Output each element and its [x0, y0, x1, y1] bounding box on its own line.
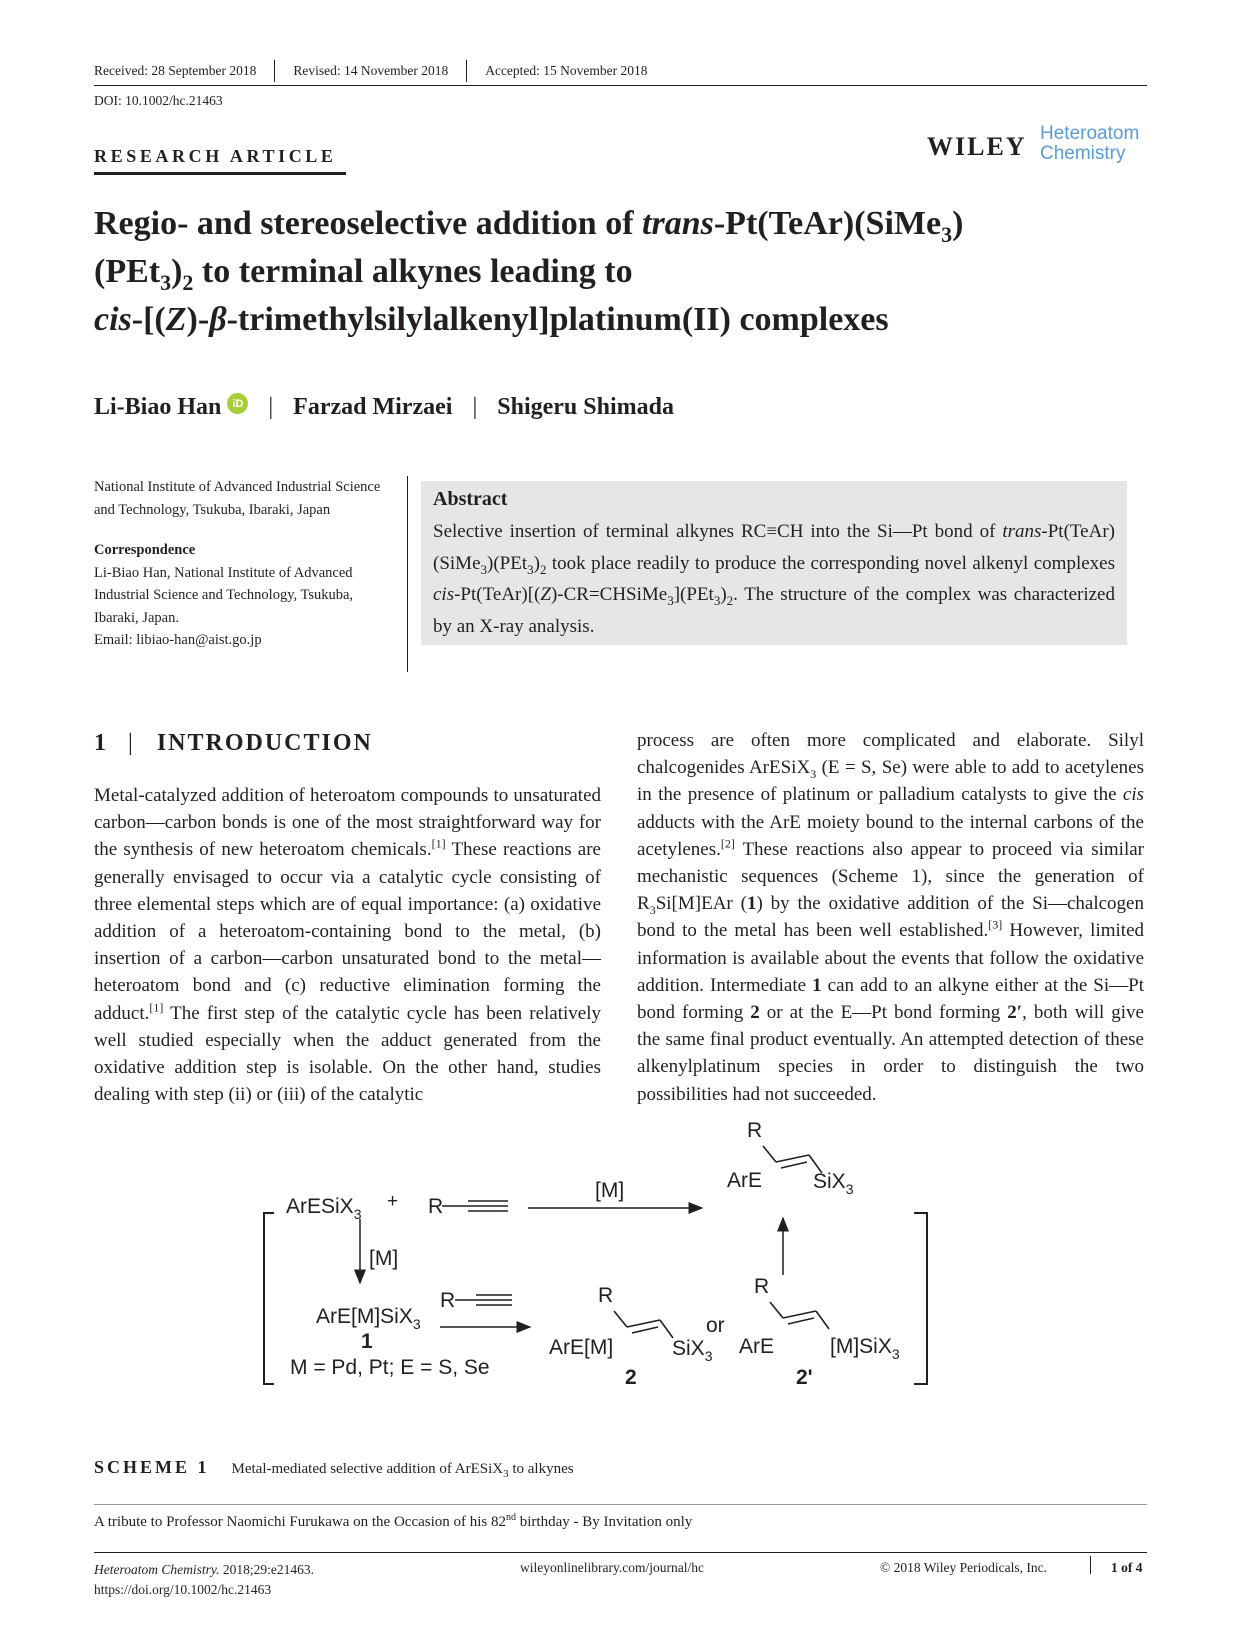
intermediate-formula: ArE[M]SiX$_3$	[316, 1305, 421, 1332]
abstract-text: Selective insertion of terminal alkynes RC≡CH into the Si—Pt bond of trans-$Pt(TeAr)(SiMe_3)(PEt_3)_2$ took place readily to produce the corresponding novel alkenyl complexes cis-$Pt(TeAr)[(Z)-CR=CHSiMe_3](PEt_3)_2$. The structure of the complex was characterized by an X-ray analysis.	[433, 521, 1115, 637]
caption-label: SCHEME 1	[94, 1457, 210, 1477]
intro-paragraph-right: process are often more complicated and elaborate. Silyl chalcogenides ArESiX$_3$ (E = S, Se) were able to add to acetylenes in the presence of platinum or palladium catalysts to give the cis adducts with the ArE moiety bound to the internal carbons of the acetylenes.[2] These reactions also appear to proceed via similar mechanistic sequences (Scheme 1), since the generation of $R_3Si[M]EAr$ (1) by the oxidative addition of the Si—chalcogen bond to the metal has been well established.[3] However, limited information is available about the events that follow the oxidative addition. Intermediate 1 can add to an alkyne either at the Si—Pt bond forming 2 or at the E—Pt bond forming 2′, both will give the same final product eventually. An attempted detection of these alkenylplatinum species in order to distinguish the two possibilities had not succeeded.	[637, 730, 1144, 1105]
received-date: Received: 28 September 2018	[94, 63, 257, 78]
catalyst-label: [M]	[595, 1179, 625, 1202]
accepted-date: Accepted: 15 November 2018	[485, 63, 648, 78]
author-name[interactable]: Farzad Mirzaei	[293, 394, 453, 420]
journal-name: Heteroatom Chemistry.	[94, 1562, 220, 1577]
article-type-underline	[94, 172, 346, 175]
orcid-icon[interactable]: iD	[227, 393, 248, 414]
footer-divider	[1090, 1556, 1091, 1574]
affiliation-block	[94, 476, 394, 652]
page-number: 1 of 4	[1111, 1560, 1143, 1575]
alkyne-triple-bond	[442, 1201, 508, 1211]
section-heading	[94, 730, 373, 757]
footer-rule	[94, 1552, 1147, 1553]
correspondence-address: Li-Biao Han, National Institute of Advanced Industrial Science and Technology, Tsukuba, Ibaraki, Japan.	[94, 564, 354, 626]
substituent-r: R	[428, 1195, 444, 1218]
journal-website[interactable]: wileyonlinelibrary.com/journal/hc	[520, 1560, 704, 1575]
alkene-bond-lines	[763, 1146, 822, 1173]
article-type: RESEARCH ARTICLE	[94, 146, 337, 166]
divider	[466, 60, 467, 82]
publisher-logo: WILEY	[927, 132, 1027, 161]
metal-silyl-group: [M]SiX$_3$	[830, 1335, 900, 1362]
tribute-note: A tribute to Professor Naomichi Furukawa on the Occasion of his 82nd birthday - By Invitation only	[94, 1512, 693, 1530]
condition-text: M = Pd, Pt; E = S, Se	[290, 1356, 490, 1379]
catalyst-label: [M]	[369, 1247, 399, 1270]
reactant-silyl-chalcogenide: ArESiX$_3$	[286, 1195, 362, 1222]
silyl-group: SiX$_3$	[672, 1337, 713, 1364]
section-number: 1	[94, 730, 108, 756]
intro-paragraph-left: Metal-catalyzed addition of heteroatom compounds to unsaturated carbon—carbon bonds is one of the most straightforward way for the synthesis of new heteroatom chemicals.[1] These reactions are generally envisaged to occur via a catalytic cycle consisting of three elemental steps which are of equal importance: (a) oxidative addition of a heteroatom-containing bond to the metal, (b) insertion of a carbon—carbon unsaturated bond to the metal—heteroatom bond and (c) reductive elimination forming the adduct.[1] The first step of the catalytic cycle has been relatively well studied especially when the adduct generated from the oxidative addition step is isolable. On the other hand, studies dealing with step (ii) or (iii) of the catalytic	[94, 785, 601, 1106]
author-name[interactable]: Shigeru Shimada	[497, 394, 674, 420]
metal-chalcogen-group: ArE[M]	[549, 1336, 614, 1359]
author-separator: |	[268, 394, 274, 420]
header-rule	[94, 85, 1147, 86]
left-bracket	[264, 1213, 274, 1384]
correspondence-heading: Correspondence	[94, 542, 196, 558]
compound-number: 2	[625, 1366, 637, 1389]
affiliation-divider	[407, 476, 408, 672]
or-label: or	[706, 1314, 725, 1337]
copyright: © 2018 Wiley Periodicals, Inc.	[880, 1560, 1047, 1575]
abstract-box	[421, 481, 1127, 645]
author-separator: |	[472, 394, 478, 420]
scheme-caption	[94, 1457, 574, 1478]
revised-date: Revised: 14 November 2018	[293, 63, 449, 78]
compound-number: 1	[361, 1330, 373, 1353]
doi[interactable]: DOI: 10.1002/hc.21463	[94, 93, 223, 108]
author-name[interactable]: Li-Biao Han	[94, 394, 222, 420]
email[interactable]: Email: libiao-han@aist.go.jp	[94, 632, 262, 648]
citation: 2018;29:e21463.	[219, 1562, 314, 1577]
substituent-r: R	[598, 1284, 614, 1307]
author-list	[94, 394, 674, 421]
journal-logo	[1040, 124, 1139, 164]
abstract-heading: Abstract	[433, 488, 508, 510]
substituent-r: R	[440, 1289, 456, 1312]
reaction-scheme	[260, 1119, 980, 1445]
plus-sign: +	[387, 1191, 399, 1212]
article-dates	[94, 60, 648, 82]
caption-text: Metal-mediated selective addition of ArESiX$_3$ to alkynes	[231, 1461, 574, 1480]
doi-link[interactable]: https://doi.org/10.1002/hc.21463	[94, 1582, 272, 1597]
institution: National Institute of Advanced Industrial Science and Technology, Tsukuba, Ibaraki, Japan	[94, 479, 381, 518]
alkene-bond-lines	[770, 1302, 829, 1329]
section-separator: |	[128, 730, 135, 756]
journal-logo-line1: Heteroatom	[1040, 123, 1140, 144]
section-title: INTRODUCTION	[156, 730, 373, 756]
article-title: Regio- and stereoselective addition of trans-Pt(TeAr)(SiMe$_3$) $(PEt_3)_2$ to terminal alkynes leading to cis-[(Z)-β-trimethylsilylalkenyl]platinum(II) complexes	[94, 205, 964, 338]
arylchalcogen-group: ArE	[727, 1169, 763, 1192]
arylchalcogen-group: ArE	[739, 1335, 775, 1358]
journal-logo-line2: Chemistry	[1040, 143, 1126, 164]
footer-rule	[94, 1504, 1147, 1505]
compound-number: 2'	[796, 1366, 813, 1389]
alkyne-triple-bond	[455, 1295, 512, 1305]
silyl-group: SiX$_3$	[813, 1170, 854, 1197]
right-bracket	[914, 1213, 927, 1384]
substituent-r: R	[754, 1275, 770, 1298]
alkene-bond-lines	[614, 1311, 673, 1338]
substituent-r: R	[747, 1119, 763, 1142]
divider	[274, 60, 275, 82]
journal-citation	[94, 1560, 314, 1600]
